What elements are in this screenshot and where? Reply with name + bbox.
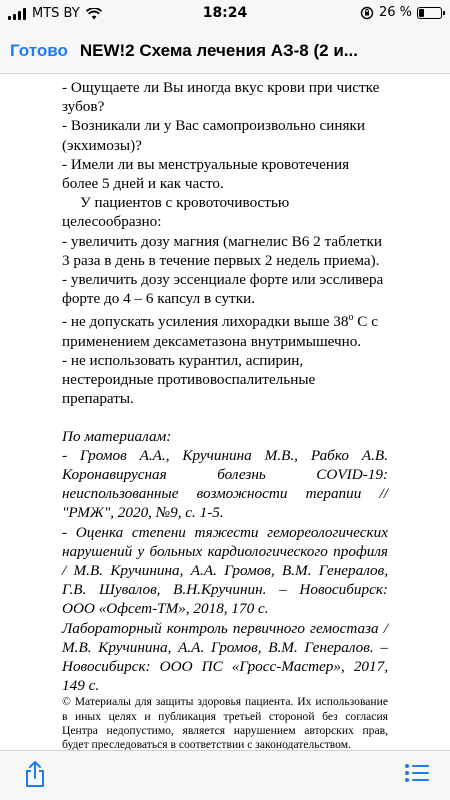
battery-percent: 26 % [378,5,412,20]
document-content[interactable] [0,74,450,750]
recommendation-item: - не использовать курантил, аспирин, нестероидные противовоспалительные препараты. [62,351,316,408]
question-item: - Имели ли вы менструальные кровотечения более 5 дней и как часто. [62,155,350,193]
reference-item: Лабораторный контроль первичного гемостаза / М.В. Кручинина, А.А. Громов, В.М. Генералов. – Новосибирск: ООО ПС «Гросс-Мастер», 2017, 149 с. [62,619,388,695]
copyright-notice: © Материалы для защиты здоровья пациента. Их использование в иных целях и публикация третьей стороной без согласия Центра недопустимо, является нарушением авторских прав, будет преследоваться в соответствии с законодательством. [62,695,388,750]
clock: 18:24 [202,5,248,21]
battery-icon [417,7,442,19]
document-title: NEW!2 Схема лечения АЗ-8 (2 и... [79,40,358,60]
status-bar [0,0,450,28]
nav-bar [0,28,450,74]
question-item: - Возникали ли у Вас самопроизвольно синяки (экхимозы)? [62,117,365,154]
share-icon[interactable] [20,759,50,789]
references [62,427,388,696]
recommendation-item: - увеличить дозу эссенциале форте или эссливера форте до 4 – 6 капсул в сутки. [62,271,384,308]
bleeding-recommendations [62,232,388,409]
question-list [62,78,388,193]
degree-mark: о [348,312,354,324]
battery-level [419,9,424,17]
references-heading: По материалам: [62,427,172,445]
done-button[interactable]: Готово [10,40,68,60]
recommendation-item-fever [62,308,388,350]
status-right [360,5,442,20]
orientation-lock-icon [360,6,374,20]
bottom-toolbar [0,750,450,800]
question-item: - Ощущаете ли Вы иногда вкус крови при чистке зубов? [62,79,380,116]
reference-item: - Громов А.А., Кручинина М.В., Рабко А.В. Коронавирусная болезнь COVID-19: неиспользованные возможности терапии // "РМЖ", 2020, №9, с. 1-5. [62,446,388,522]
fever-text-suffix: С с применением дексаметазона внутримышечно. [62,313,378,350]
bleeding-heading: У пациентов с кровоточивостью целесообразно: [62,194,290,231]
list-icon[interactable] [404,761,430,785]
carrier-label: MTS BY [32,6,80,21]
recommendation-item: - увеличить дозу магния (магнелис В6 2 таблетки 3 раза в день в течение первых 2 недель приема). [62,232,382,269]
reference-item: - Оценка степени тяжести гемореологических нарушений у больных кардиологического профиля / М.В. Кручинина, А.А. Громов, В.М. Генералов, Г.В. Шувалов, В.Н.Кручинин. – Новосибирск: ООО «Офсет-ТМ», 2018, 170 с. [62,523,388,618]
fever-text-prefix: - не допускать усиления лихорадки выше 38 [62,313,349,331]
